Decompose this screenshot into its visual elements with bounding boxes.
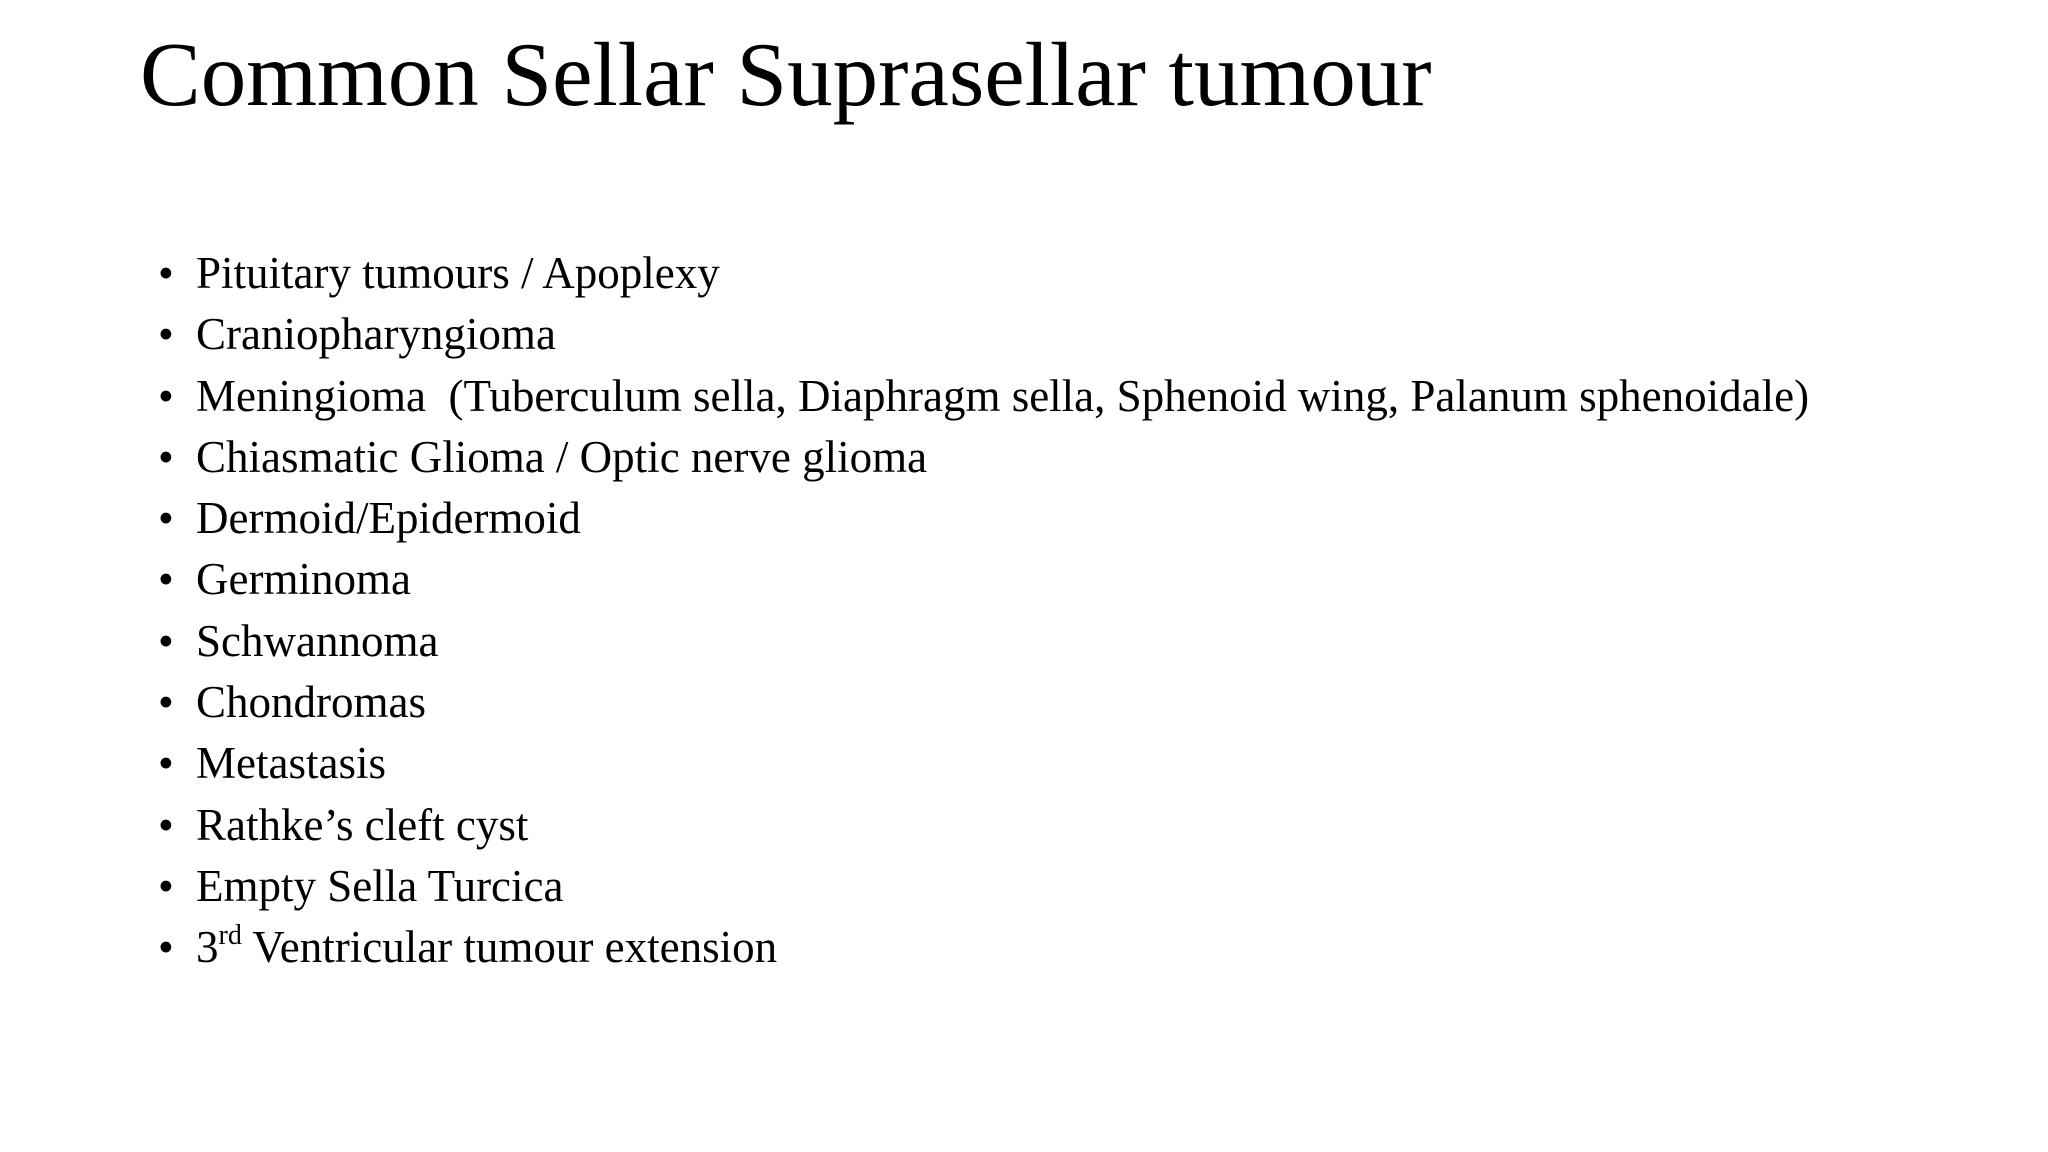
slide-title: Common Sellar Suprasellar tumour — [140, 24, 1432, 125]
list-item — [158, 611, 1809, 672]
bullet-icon: • — [158, 615, 174, 666]
list-item — [158, 427, 1809, 488]
bullet-icon: • — [158, 554, 174, 605]
list-item — [158, 243, 1809, 304]
list-item — [158, 917, 1809, 978]
list-item-label: Chondromas — [196, 677, 426, 728]
bullet-icon: • — [158, 860, 174, 911]
list-item-label: Craniopharyngioma — [196, 309, 556, 360]
list-item-label: Metastasis — [196, 738, 386, 789]
bullet-icon: • — [158, 493, 174, 544]
bullet-icon: • — [158, 309, 174, 360]
ordinal-number: 3 — [196, 922, 219, 973]
bullet-icon: • — [158, 431, 174, 482]
list-item-label: Rathke’s cleft cyst — [196, 799, 529, 850]
list-item-label: Chiasmatic Glioma / Optic nerve glioma — [196, 431, 928, 482]
ordinal-suffix: rd — [218, 920, 242, 952]
list-item — [158, 488, 1809, 549]
list-item-label — [196, 922, 777, 972]
list-item-label: Empty Sella Turcica — [196, 860, 564, 911]
bullet-icon: • — [158, 677, 174, 728]
list-item-label: Meningioma (Tuberculum sella, Diaphragm sella, Sphenoid wing, Palanum sphenoidale) — [196, 370, 1810, 421]
list-item — [158, 304, 1809, 365]
list-item-label: Pituitary tumours / Apoplexy — [196, 248, 720, 298]
list-item-label: Germinoma — [196, 554, 411, 605]
bullet-icon: • — [158, 248, 174, 298]
list-item — [158, 795, 1809, 856]
list-item-text: Ventricular tumour extension — [241, 922, 778, 973]
list-item — [158, 549, 1809, 610]
bullet-icon: • — [158, 370, 174, 421]
tumour-list — [158, 243, 1809, 979]
list-item — [158, 366, 1809, 427]
bullet-icon: • — [158, 799, 174, 850]
list-item — [158, 733, 1809, 794]
list-item-label: Dermoid/Epidermoid — [196, 493, 581, 544]
bullet-icon: • — [158, 922, 174, 973]
list-item-label: Schwannoma — [196, 615, 439, 666]
list-item — [158, 672, 1809, 733]
list-item — [158, 856, 1809, 917]
bullet-icon: • — [158, 738, 174, 789]
